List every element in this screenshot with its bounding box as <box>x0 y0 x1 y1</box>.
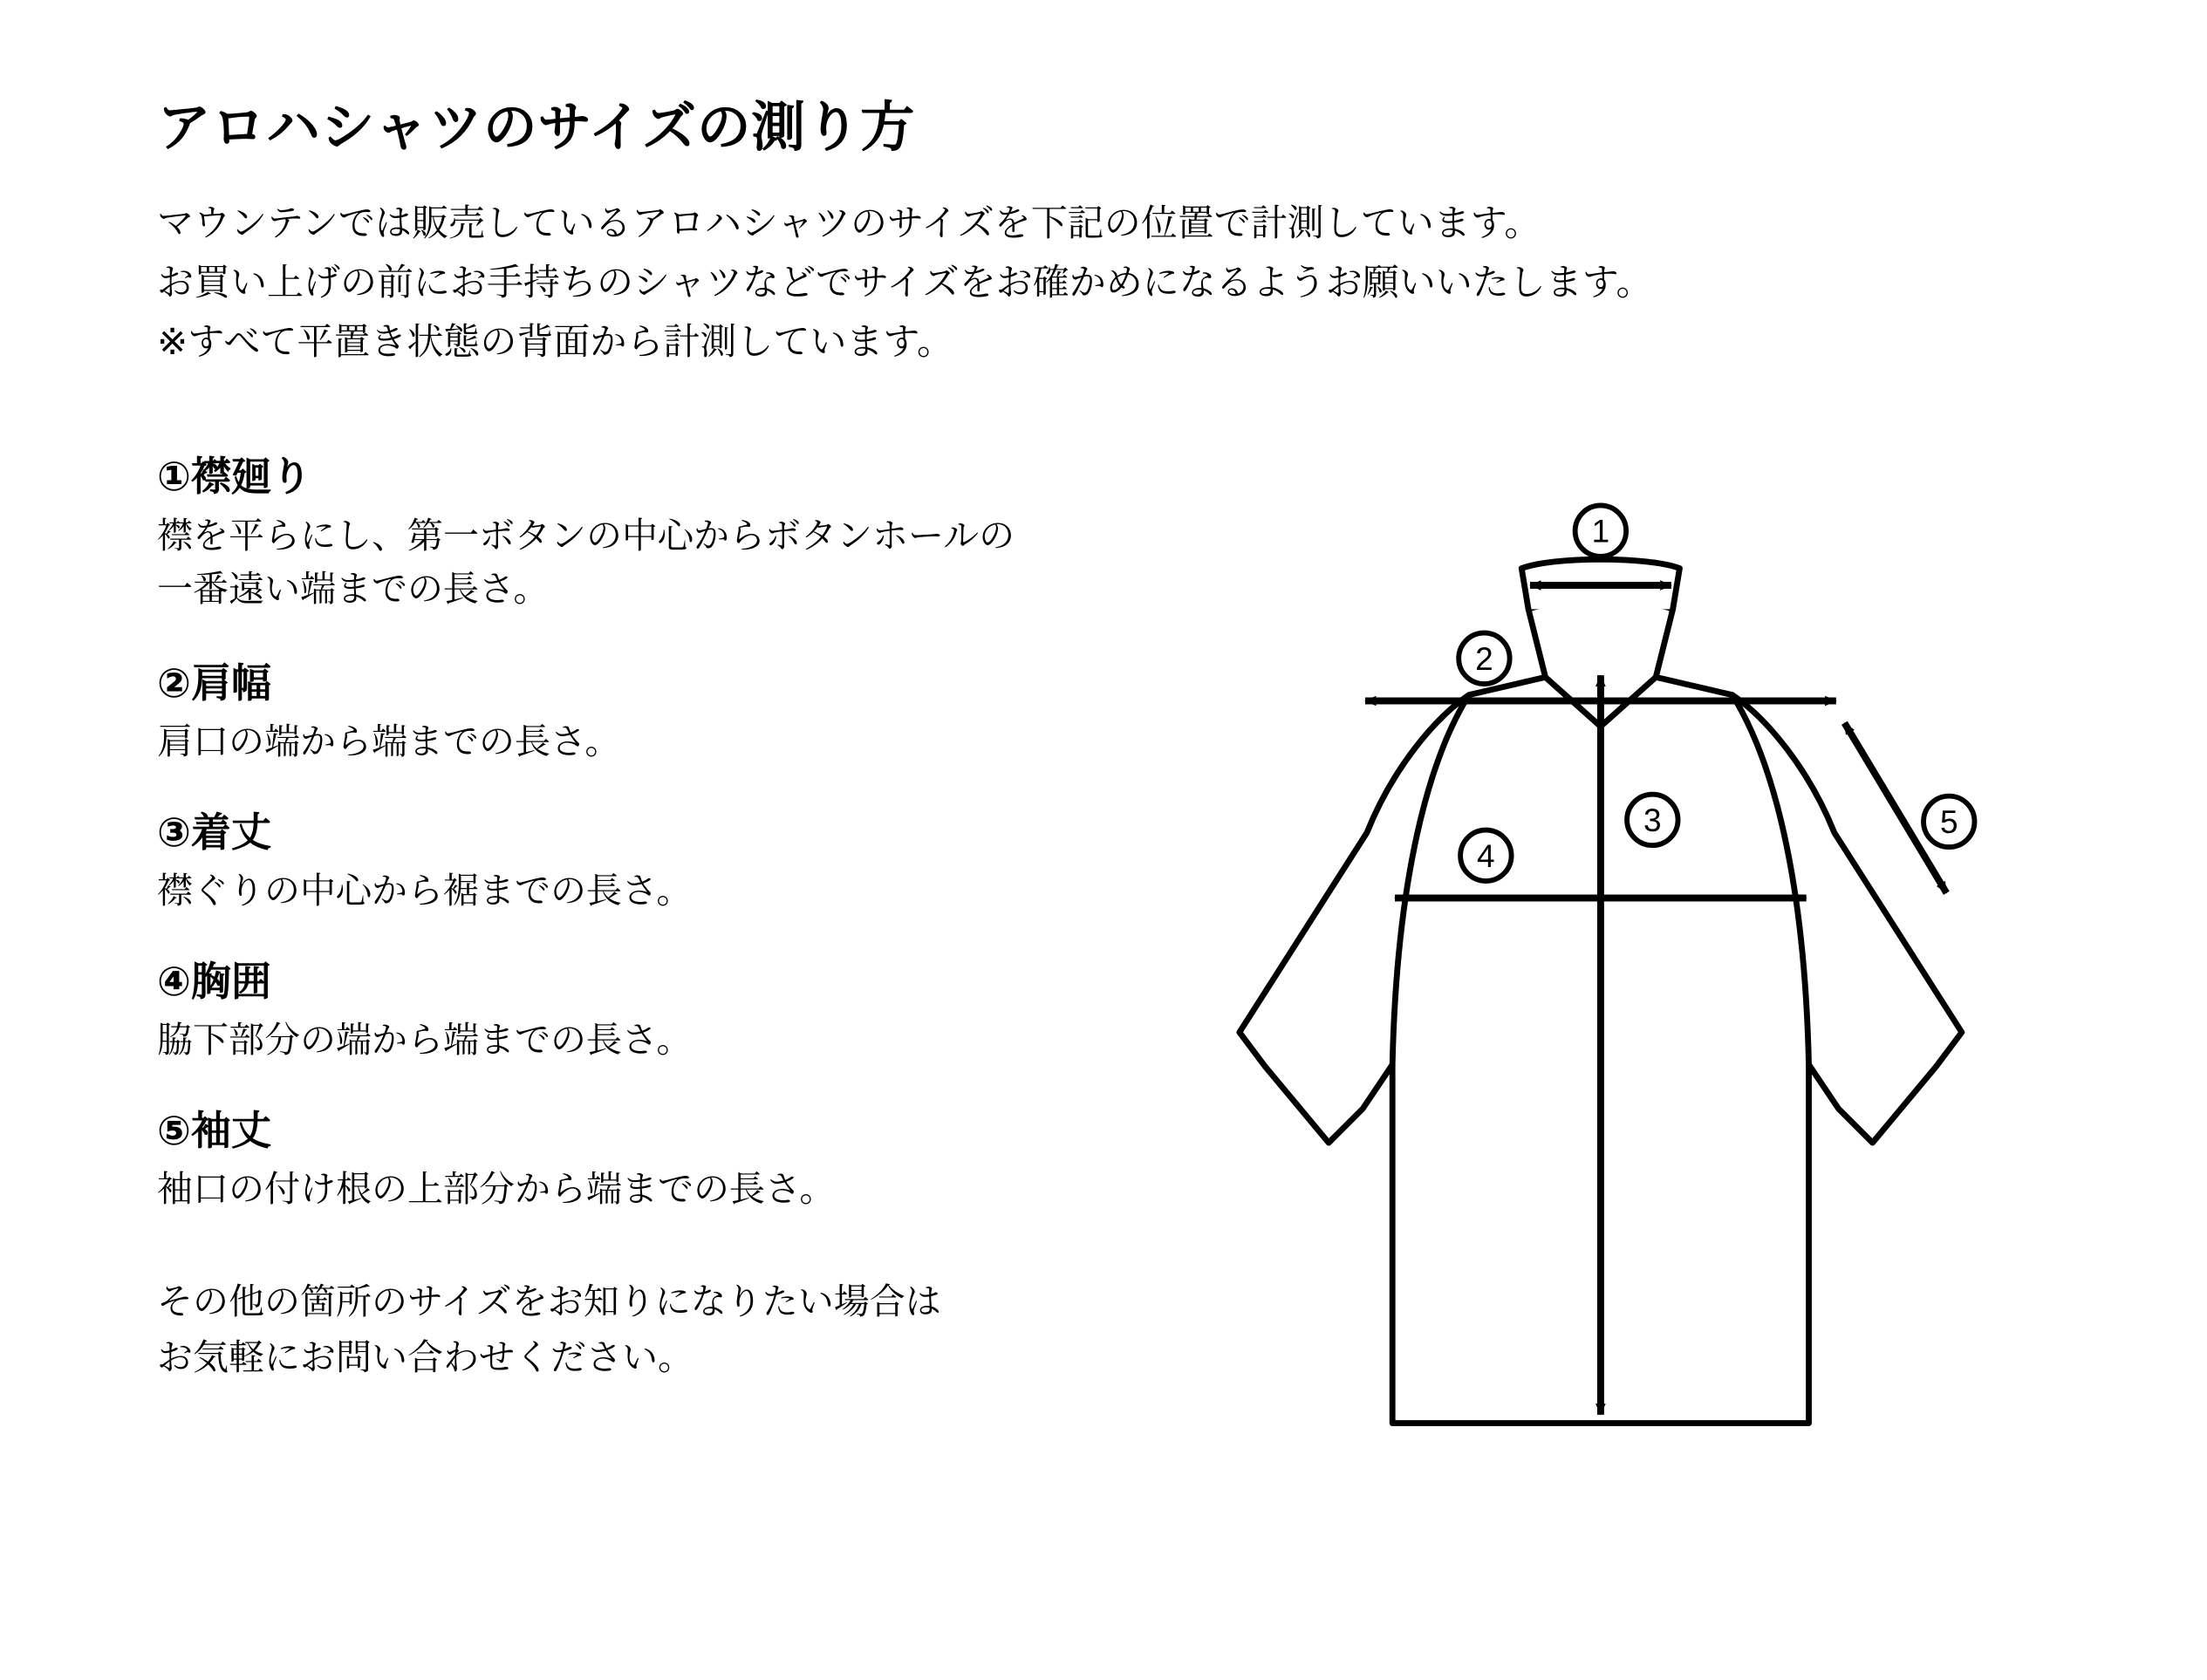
section-chest <box>157 957 1160 1068</box>
closing-line-2: お気軽にお問い合わせください。 <box>157 1336 694 1377</box>
section-collar-body-line-1: 襟を平らにし、第一ボタンの中心からボタンホールの <box>157 515 1015 556</box>
section-chest-heading: ④胸囲 <box>157 958 271 1004</box>
section-shoulder-heading: ②肩幅 <box>157 659 271 706</box>
marker-5 <box>1923 796 1974 847</box>
section-sleeve-heading: ⑤袖丈 <box>157 1107 271 1153</box>
marker-4-label: 4 <box>1477 837 1495 874</box>
marker-2-label: 2 <box>1475 639 1493 677</box>
marker-3 <box>1627 795 1677 845</box>
marker-4 <box>1460 830 1511 881</box>
section-collar-body <box>157 509 1160 617</box>
intro-paragraph <box>157 194 1653 372</box>
marker-1-label: 1 <box>1591 512 1610 550</box>
intro-line-1: マウンテンでは販売しているアロハシャツのサイズを下記の位置で計測しています。 <box>157 202 1541 244</box>
section-sleeve-body-line-1: 袖口の付け根の上部分から端までの長さ。 <box>157 1169 836 1210</box>
section-length-body <box>157 864 1160 919</box>
section-collar <box>157 452 1160 617</box>
page-title: アロハシャツのサイズの測り方 <box>157 98 915 158</box>
section-sleeve <box>157 1106 1160 1217</box>
closing-line-1: その他の箇所のサイズをお知りになりたい場合は <box>157 1280 941 1321</box>
shirt-diagram <box>1082 488 2111 1474</box>
section-collar-body-line-2: 一番遠い端までの長さ。 <box>157 569 550 610</box>
section-shoulder-body-line-1: 肩口の端から端までの長さ。 <box>157 721 621 762</box>
section-length <box>157 808 1160 919</box>
section-sleeve-body <box>157 1163 1160 1217</box>
intro-line-2: お買い上げの前にお手持ちのシャツなどでサイズをお確かめになるようお願いいたします。 <box>157 262 1653 304</box>
shirt-diagram-svg <box>1082 488 2111 1474</box>
section-chest-body-line-1: 脇下部分の端から端までの長さ。 <box>157 1020 693 1061</box>
marker-5-label: 5 <box>1939 802 1958 840</box>
section-shoulder <box>157 659 1160 769</box>
section-chest-body <box>157 1014 1160 1068</box>
marker-1 <box>1575 505 1626 556</box>
section-collar-heading: ①襟廻り <box>157 454 311 500</box>
marker-3-label: 3 <box>1643 801 1662 838</box>
marker-2 <box>1459 633 1509 684</box>
closing-paragraph <box>157 1274 1160 1385</box>
intro-line-3: ※すべて平置き状態の背面から計測しています。 <box>157 321 953 363</box>
section-length-heading: ③着丈 <box>157 809 271 855</box>
section-length-body-line-1: 襟ぐりの中心から裾までの長さ。 <box>157 871 693 912</box>
text-column <box>157 96 1653 1385</box>
section-shoulder-body <box>157 715 1160 769</box>
